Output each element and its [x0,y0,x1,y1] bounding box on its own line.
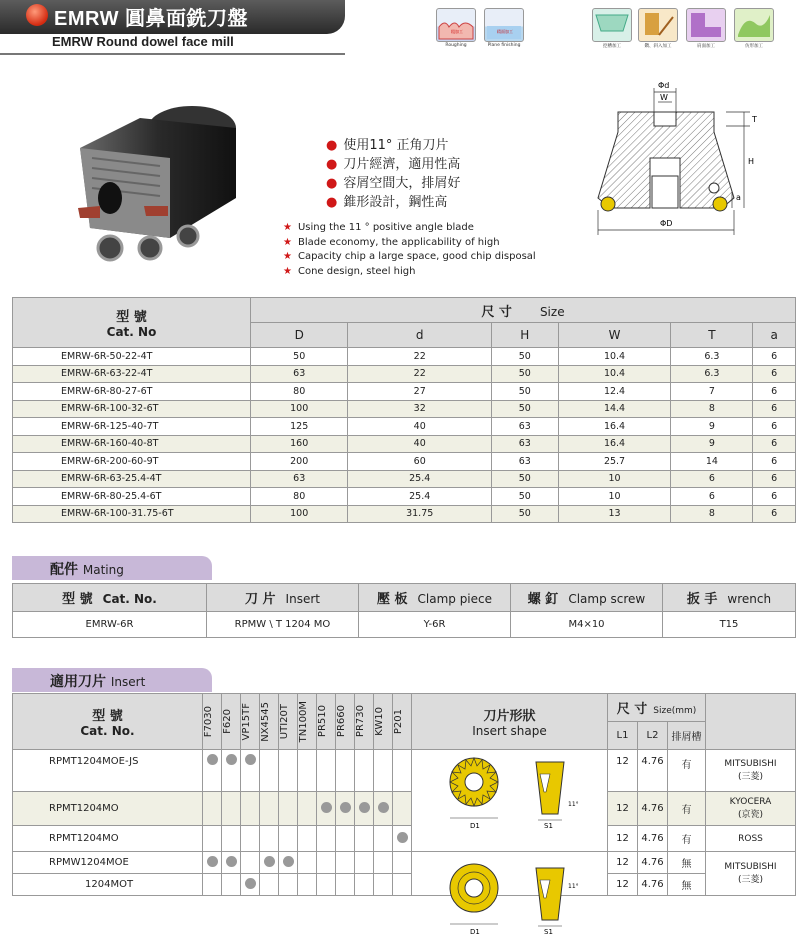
copy-milling-icon [735,9,773,41]
grade-cell [222,874,241,896]
grade-cell [279,750,298,792]
grade-cell [374,874,393,896]
insert-row [13,792,796,826]
model-cell: EMRW-6R-100-32-6T [13,400,251,418]
size-table-row [13,435,796,453]
availability-dot [226,856,237,867]
grade-cell [317,826,336,852]
insert-size-cell: 4.76 [638,852,668,874]
page-title: EMRW 圓鼻面銑刀盤 [54,8,249,30]
grade-cell [336,874,355,896]
size-header: 尺 寸 Size [251,298,796,323]
grade-cell [393,750,412,792]
op-copy-milling: 仿形加工 [734,8,774,49]
insert-angle-label: 11° [568,883,579,890]
insert-size-cell: 12 [608,792,638,826]
insert-size-cell: 4.76 [638,750,668,792]
grade-cell [336,852,355,874]
mating-model: EMRW-6R [13,612,207,638]
grade-cell [203,874,222,896]
value-cell: 63 [251,470,348,488]
value-cell: 6 [753,453,796,471]
maker-cell: ROSS [706,826,796,852]
grade-cell [260,792,279,826]
insert-size-cell: 有 [668,750,706,792]
plane-finishing-icon [485,9,523,41]
value-cell: 63 [251,365,348,383]
grade-cell [355,750,374,792]
label-d: Φd [658,81,670,90]
grade-cell [355,826,374,852]
insert-model-cell: RPMT1204MO [13,792,203,826]
value-cell: 50 [251,348,348,366]
op-roughing: 粗加工 Roughing [436,8,476,48]
mating-wrench: T15 [663,612,796,638]
model-cell: EMRW-6R-100-31.75-6T [13,505,251,523]
cutter-section-drawing [596,80,766,240]
value-cell: 6 [753,505,796,523]
page-subtitle: EMRW Round dowel face mill [52,34,234,49]
maker-cell: MITSUBISHI (三菱) [706,852,796,896]
value-cell: 63 [491,418,558,436]
grade-cell [355,852,374,874]
value-cell: 6 [753,488,796,506]
insert-size-cell: 無 [668,852,706,874]
model-cell: EMRW-6R-125-40-7T [13,418,251,436]
insert-model-cell: RPMT1204MOE-JS [13,750,203,792]
insert-tab: 適用刀片 Insert [12,668,212,692]
availability-dot [340,802,351,813]
grade-cell [203,750,222,792]
size-table-row [13,348,796,366]
grade-cell [203,852,222,874]
value-cell: 6 [753,470,796,488]
value-cell: 6 [671,488,753,506]
value-cell: 27 [348,383,492,401]
insert-model-cell: RPMT1204MO [13,826,203,852]
mating-screw: M4×10 [511,612,663,638]
model-cell: EMRW-6R-50-22-4T [13,348,251,366]
insert-size-cell: 12 [608,852,638,874]
grade-cell [279,874,298,896]
size-table-row [13,505,796,523]
grade-cell [279,852,298,874]
value-cell: 14 [671,453,753,471]
value-cell: 31.75 [348,505,492,523]
grade-cell [298,750,317,792]
value-cell: 60 [348,453,492,471]
value-cell: 22 [348,365,492,383]
value-cell: 25.4 [348,488,492,506]
value-cell: 63 [491,453,558,471]
insert-row [13,750,796,792]
value-cell: 8 [671,400,753,418]
insert-size-cell: 有 [668,826,706,852]
value-cell: 6.3 [671,348,753,366]
label-dd: ΦD [660,219,673,228]
value-cell: 9 [671,418,753,436]
grade-cell [222,826,241,852]
size-table-row [13,400,796,418]
size-table-row [13,383,796,401]
op-plane-finishing: 精面加工 Plane finishing [484,8,524,48]
grade-cell [241,826,260,852]
value-cell: 200 [251,453,348,471]
value-cell: 10 [558,470,671,488]
maker-cell: MITSUBISHI (三菱) [706,750,796,792]
availability-dot [245,754,256,765]
value-cell: 14.4 [558,400,671,418]
insert-model-cell: 1204MOT [13,874,203,896]
value-cell: 50 [491,383,558,401]
model-cell: EMRW-6R-160-40-8T [13,435,251,453]
grade-cell [279,792,298,826]
value-cell: 22 [348,348,492,366]
insert-size-cell: 12 [608,874,638,896]
grade-cell [317,874,336,896]
value-cell: 50 [491,365,558,383]
grade-cell [317,852,336,874]
availability-dot [321,802,332,813]
red-ball-icon [26,4,48,26]
availability-dot [283,856,294,867]
availability-dot [397,832,408,843]
mating-clamp: Y-6R [359,612,511,638]
value-cell: 40 [348,435,492,453]
availability-dot [245,878,256,889]
grade-cell [241,792,260,826]
shoulder-milling-icon [687,9,725,41]
value-cell: 100 [251,400,348,418]
op-shoulder-milling: 肩面加工 [686,8,726,49]
model-cell: EMRW-6R-200-60-9T [13,453,251,471]
grade-cell [336,792,355,826]
value-cell: 8 [671,505,753,523]
label-t: T [752,115,757,124]
model-cell: EMRW-6R-63-25.4-4T [13,470,251,488]
value-cell: 12.4 [558,383,671,401]
value-cell: 6.3 [671,365,753,383]
value-cell: 6 [753,365,796,383]
grade-cell [298,874,317,896]
features-en [283,221,536,279]
availability-dot [264,856,275,867]
grade-cell [298,852,317,874]
value-cell: 10.4 [558,348,671,366]
grade-cell [374,750,393,792]
label-w: W [660,93,668,102]
value-cell: 50 [491,400,558,418]
grade-cell [393,826,412,852]
value-cell: 25.4 [348,470,492,488]
value-cell: 7 [671,383,753,401]
feature-cn-item: ● 容屑空間大，排屑好 [326,174,460,193]
feature-cn-item: ● 錐形設計，鋼性高 [326,193,460,212]
size-table-row [13,470,796,488]
label-a: a [736,193,741,202]
grade-cell [241,852,260,874]
grade-cell [260,826,279,852]
op-plunge-milling: 鑽、斜入加工 [638,8,678,49]
value-cell: 16.4 [558,435,671,453]
maker-cell: KYOCERA (京瓷) [706,792,796,826]
size-table-row [13,418,796,436]
grade-cell [317,792,336,826]
insert-d1-label: D1 [470,822,480,830]
grade-cell [279,826,298,852]
grade-cell [203,792,222,826]
grade-cell [260,852,279,874]
face-mill-photo [60,88,260,268]
grade-cell [393,792,412,826]
insert-shape-drawing-bottom [446,858,596,936]
grade-cell [393,852,412,874]
value-cell: 6 [753,400,796,418]
feature-cn-item: ● 使用11° 正角刀片 [326,136,460,155]
size-table-row [13,365,796,383]
value-cell: 10.4 [558,365,671,383]
feature-en-item: ★ Cone design, steel high [283,265,536,280]
insert-s1-label: S1 [544,928,553,936]
value-cell: 50 [491,505,558,523]
insert-angle-label: 11° [568,801,579,808]
insert-s1-label: S1 [544,822,553,830]
value-cell: 6 [671,470,753,488]
value-cell: 100 [251,505,348,523]
feature-en-item: ★ Capacity chip a large space, good chip disposal [283,250,536,265]
grade-cell [260,750,279,792]
roughing-icon [437,9,475,41]
value-cell: 50 [491,348,558,366]
divider [0,53,345,55]
value-cell: 25.7 [558,453,671,471]
grade-cell [298,826,317,852]
value-cell: 40 [348,418,492,436]
insert-row [13,826,796,852]
model-cell: EMRW-6R-80-27-6T [13,383,251,401]
mating-table: 型 號 Cat. No. 刀 片 Insert 壓 板 Clamp piece 螺 釘 Clamp screw 扳 手 wrench EMRW-6R RPMW \ T 1204 MO Y-6R M4×10 T15 [12,583,796,638]
insert-size-cell: 12 [608,826,638,852]
model-cell: EMRW-6R-63-22-4T [13,365,251,383]
grade-cell [241,874,260,896]
grade-cell [336,826,355,852]
grade-cell [336,750,355,792]
insert-row [13,874,796,896]
insert-shape-drawing-top [446,752,596,830]
value-cell: 9 [671,435,753,453]
insert-size-cell: 4.76 [638,874,668,896]
grade-cell [317,750,336,792]
value-cell: 6 [753,348,796,366]
mating-tab: 配件 Mating [12,556,212,580]
insert-size-cell: 有 [668,792,706,826]
grade-cell [355,792,374,826]
value-cell: 10 [558,488,671,506]
mating-insert: RPMW \ T 1204 MO [207,612,359,638]
model-cell: EMRW-6R-80-25.4-6T [13,488,251,506]
size-table-row [13,488,796,506]
features-cn [326,136,460,212]
grade-cell [241,750,260,792]
grade-cell [374,852,393,874]
grade-cell [222,792,241,826]
insert-row [13,852,796,874]
value-cell: 16.4 [558,418,671,436]
value-cell: 80 [251,488,348,506]
label-h: H [748,157,755,166]
insert-size-cell: 12 [608,750,638,792]
size-table-row [13,453,796,471]
value-cell: 63 [491,435,558,453]
grade-cell [374,826,393,852]
availability-dot [207,754,218,765]
pocket-milling-icon [593,9,631,41]
grade-cell [298,792,317,826]
model-header: 型 號 Cat. No [13,298,251,348]
value-cell: 80 [251,383,348,401]
grade-cell [222,750,241,792]
insert-model-cell: RPMW1204MOE [13,852,203,874]
plunge-milling-icon [639,9,677,41]
op-pocket-milling: 挖槽加工 [592,8,632,49]
grade-cell [393,874,412,896]
insert-table: 型 號 Cat. No. F7030 F620 VP15TF NX4545 UTI20T TN100M PR510 PR660 PR730 KW10 P201 刀片形狀 Insert shape 尺 寸 Size(mm) L1 L2 排屑槽 RPMT1204MOE-JS 12 4.76 有 MITSUBISHI (三菱) RPMT1204MO 12 4.76 有 KYOCERA (京瓷) RPMT1204MO 12 4.76 有 ROSS RPMW1204MOE 12 4.76 無 MITSUBISHI (三菱) 1204MOT 12 4.76 無 [12,693,796,896]
value-cell: 50 [491,470,558,488]
feature-en-item: ★ Blade economy, the applicability of high [283,236,536,251]
grade-cell [203,826,222,852]
value-cell: 125 [251,418,348,436]
value-cell: 160 [251,435,348,453]
value-cell: 6 [753,418,796,436]
grade-cell [222,852,241,874]
value-cell: 13 [558,505,671,523]
grade-cell [374,792,393,826]
availability-dot [359,802,370,813]
insert-d1-label: D1 [470,928,480,936]
availability-dot [207,856,218,867]
insert-size-cell: 無 [668,874,706,896]
feature-cn-item: ● 刀片經濟，適用性高 [326,155,460,174]
insert-size-cell: 4.76 [638,826,668,852]
value-cell: 32 [348,400,492,418]
insert-size-cell: 4.76 [638,792,668,826]
availability-dot [378,802,389,813]
value-cell: 50 [491,488,558,506]
grade-cell [355,874,374,896]
grade-cell [260,874,279,896]
feature-en-item: ★ Using the 11 ° positive angle blade [283,221,536,236]
value-cell: 6 [753,435,796,453]
availability-dot [226,754,237,765]
value-cell: 6 [753,383,796,401]
size-table: 型 號 Cat. No 尺 寸 Size D d H W T a EMRW-6R-50-22-4T 50 22 50 10.4 6.3 6 EMRW-6R-63-22-4T 63 22 50 10.4 6.3 6 EMRW-6R-80-27-6T 80 27 50 12.4 7 6 EMRW-6R-100-32-6T 100 32 50 14.4 8 6 EMRW-6R-125-40-7T 125 40 63 16.4 9 6 EMRW-6R-160-40-8T 160 40 63 16.4 9 6 EMRW-6R-200-60-9T 200 60 63 25.7 14 6 EMRW-6R-63-25.4-4T 63 25.4 50 10 6 6 EMRW-6R-80-25.4-6T 80 25.4 50 10 6 6 EMRW-6R-100-31.75-6T 100 31.75 50 13 8 6 [12,297,796,523]
